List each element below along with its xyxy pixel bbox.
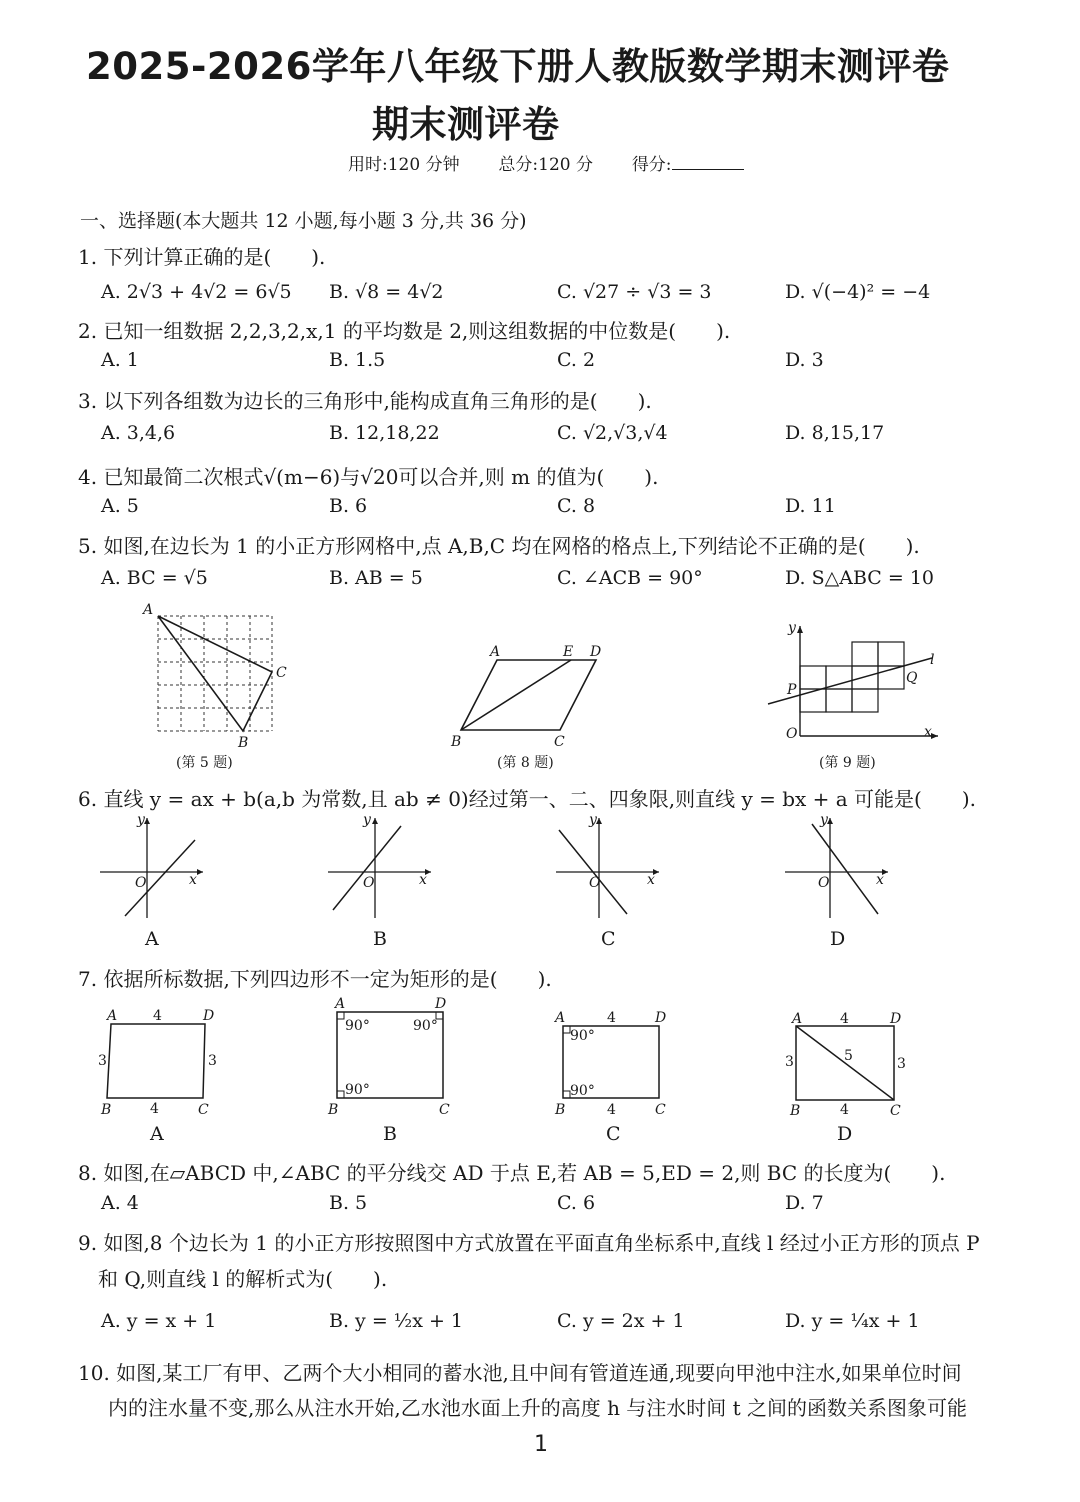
question-4: 4. 已知最简二次根式√(m−6)与√20可以合并,则 m 的值为( ). [78, 465, 659, 489]
q7c-angle-a: 90° [570, 1028, 595, 1044]
q7b-angle-d: 90° [413, 1018, 438, 1034]
q1-option-a[interactable]: A. 2√3 + 4√2 = 6√5 [101, 281, 292, 303]
q7-label-b: B [383, 1123, 397, 1145]
q6c-label-x: x [647, 872, 655, 888]
q7a-label-bottom: 4 [150, 1101, 159, 1117]
q6a-label-x: x [189, 872, 197, 888]
q5-option-a[interactable]: A. BC = √5 [101, 567, 208, 589]
question-6: 6. 直线 y = ax + b(a,b 为常数,且 ab ≠ 0)经过第一、二、四象限,则直线 y = bx + a 可能是( ). [78, 787, 977, 811]
q7b-label-c: C [439, 1102, 450, 1118]
score-label: 得分: [631, 155, 672, 175]
question-5: 5. 如图,在边长为 1 的小正方形网格中,点 A,B,C 均在网格的格点上,下列结论不正确的是( ). [78, 534, 920, 558]
q1-option-c[interactable]: C. √27 ÷ √3 = 3 [557, 281, 712, 303]
figure-5-grid-triangle [140, 600, 300, 750]
question-10-line2: 内的注水量不变,那么从注水开始,乙水池水面上升的高度 h 与注水时间 t 之间的函数关系图象可能 [108, 1396, 968, 1420]
q7d-label-d: D [890, 1011, 902, 1027]
q7b-angle-b: 90° [345, 1082, 370, 1098]
q4-option-d[interactable]: D. 11 [785, 495, 836, 517]
q7-shape-c[interactable] [553, 1004, 683, 1118]
q6d-label-y: y [820, 812, 828, 828]
q2-option-c[interactable]: C. 2 [557, 349, 596, 371]
figure-8-parallelogram [445, 640, 615, 750]
q7c-label-b: B [555, 1102, 566, 1118]
page-number: 1 [534, 1432, 548, 1457]
fig8-label-c: C [554, 734, 565, 750]
question-7: 7. 依据所标数据,下列四边形不一定为矩形的是( ). [78, 967, 552, 991]
q6a-label-y: y [137, 812, 145, 828]
q6a-label-o: O [135, 875, 147, 891]
fig5-label-a: A [143, 602, 154, 618]
fig5-label-b: B [238, 735, 249, 751]
time-info: 用时:120 分钟 [348, 155, 460, 175]
q6-graph-d[interactable] [780, 810, 900, 920]
question-9-line1: 9. 如图,8 个边长为 1 的小正方形按照图中方式放置在平面直角坐标系中,直线 l 经过小正方形的顶点 P [78, 1231, 980, 1255]
q3-option-c[interactable]: C. √2,√3,√4 [557, 422, 668, 444]
q6d-label-x: x [876, 872, 884, 888]
q6-graph-a[interactable] [95, 810, 215, 920]
question-8: 8. 如图,在▱ABCD 中,∠ABC 的平分线交 AD 于点 E,若 AB = 5,ED = 2,则 BC 的长度为( ). [78, 1161, 946, 1185]
q7b-label-d: D [435, 996, 447, 1012]
fig9-label-p: P [787, 682, 797, 698]
q7d-label-a: A [792, 1011, 803, 1027]
q7a-label-d: D [203, 1008, 215, 1024]
q7-shape-b[interactable] [325, 992, 455, 1118]
fig8-label-e: E [563, 644, 574, 660]
q7c-label-bottom: 4 [607, 1102, 616, 1118]
exam-info [348, 150, 744, 175]
q1-option-b[interactable]: B. √8 = 4√2 [329, 281, 444, 303]
q6b-label-o: O [363, 875, 375, 891]
q8-option-d[interactable]: D. 7 [785, 1192, 824, 1214]
q7c-label-d: D [655, 1010, 667, 1026]
q6c-label-y: y [589, 812, 597, 828]
figure-9-squares-axes [760, 618, 950, 748]
q8-option-b[interactable]: B. 5 [329, 1192, 368, 1214]
q4-option-b[interactable]: B. 6 [329, 495, 368, 517]
q7c-angle-b: 90° [570, 1083, 595, 1099]
q7a-label-left: 3 [98, 1053, 107, 1069]
q7-label-a: A [150, 1123, 164, 1145]
question-2: 2. 已知一组数据 2,2,3,2,x,1 的平均数是 2,则这组数据的中位数是( ). [78, 319, 731, 343]
fig9-label-o: O [786, 726, 798, 742]
q5-option-b[interactable]: B. AB = 5 [329, 567, 423, 589]
q1-option-d[interactable]: D. √(−4)² = −4 [785, 281, 931, 303]
fig9-label-x: x [924, 724, 932, 740]
q8-option-c[interactable]: C. 6 [557, 1192, 596, 1214]
figure-8-caption: (第 8 题) [497, 755, 554, 771]
q6-label-c: C [601, 928, 616, 950]
q6-graph-c[interactable] [551, 810, 671, 920]
figure-9-caption: (第 9 题) [819, 755, 876, 771]
q6c-label-o: O [589, 875, 601, 891]
q3-option-a[interactable]: A. 3,4,6 [101, 422, 176, 444]
q7d-label-left: 3 [785, 1054, 794, 1070]
score-blank[interactable] [672, 155, 744, 170]
fig8-label-d: D [590, 644, 602, 660]
q7-shape-a[interactable] [95, 1000, 225, 1120]
fig8-label-a: A [490, 644, 501, 660]
fig5-label-c: C [276, 665, 287, 681]
q2-option-d[interactable]: D. 3 [785, 349, 824, 371]
q7c-label-a: A [555, 1010, 566, 1026]
q7b-label-b: B [328, 1102, 339, 1118]
q7-label-d: D [837, 1123, 853, 1145]
q7d-label-right: 3 [897, 1056, 906, 1072]
q7a-label-a: A [107, 1008, 118, 1024]
q6b-label-x: x [419, 872, 427, 888]
q7d-label-bottom: 4 [840, 1102, 849, 1118]
q7b-label-a: A [335, 996, 346, 1012]
q6-label-b: B [373, 928, 387, 950]
q7a-label-right: 3 [208, 1053, 217, 1069]
q6-graph-b[interactable] [323, 810, 443, 920]
q7c-label-top: 4 [607, 1010, 616, 1026]
q7d-label-top: 4 [840, 1011, 849, 1027]
q6-label-a: A [145, 928, 159, 950]
q9-option-d[interactable]: D. y = ¼x + 1 [785, 1310, 920, 1332]
q6d-label-o: O [818, 875, 830, 891]
page-subtitle: 期末测评卷 [372, 103, 560, 146]
fig9-label-l: l [930, 652, 935, 668]
q4-option-a[interactable]: A. 5 [101, 495, 139, 517]
q9-option-b[interactable]: B. y = ½x + 1 [329, 1310, 463, 1332]
total-info: 总分:120 分 [498, 155, 593, 175]
q7c-label-c: C [655, 1102, 666, 1118]
question-10-line1: 10. 如图,某工厂有甲、乙两个大小相同的蓄水池,且中间有管道连通,现要向甲池中注水,如果单位时间 [78, 1361, 962, 1385]
q7a-label-b: B [101, 1102, 112, 1118]
question-3: 3. 以下列各组数为边长的三角形中,能构成直角三角形的是( ). [78, 389, 652, 413]
q5-option-c[interactable]: C. ∠ACB = 90° [557, 567, 703, 589]
q5-option-d[interactable]: D. S△ABC = 10 [785, 567, 935, 589]
q7b-angle-a: 90° [345, 1018, 370, 1034]
q8-option-a[interactable]: A. 4 [101, 1192, 139, 1214]
q7a-label-top: 4 [153, 1008, 162, 1024]
fig9-label-q: Q [906, 670, 918, 686]
q2-option-a[interactable]: A. 1 [101, 349, 139, 371]
q9-option-c[interactable]: C. y = 2x + 1 [557, 1310, 685, 1332]
section-heading: 一、选择题(本大题共 12 小题,每小题 3 分,共 36 分) [80, 210, 527, 232]
fig9-label-y: y [788, 620, 796, 636]
fig8-label-b: B [451, 734, 462, 750]
page-title: 2025-2026学年八年级下册人教版数学期末测评卷 [86, 45, 950, 88]
question-9-line2: 和 Q,则直线 l 的解析式为( ). [98, 1267, 388, 1291]
question-1: 1. 下列计算正确的是( ). [78, 245, 326, 269]
q7-label-c: C [606, 1123, 621, 1145]
q9-option-a[interactable]: A. y = x + 1 [101, 1310, 217, 1332]
q7a-label-c: C [198, 1102, 209, 1118]
q6-label-d: D [830, 928, 846, 950]
q6b-label-y: y [363, 812, 371, 828]
q2-option-b[interactable]: B. 1.5 [329, 349, 386, 371]
figure-5-caption: (第 5 题) [176, 755, 233, 771]
q7-shape-d[interactable] [782, 1004, 912, 1118]
q4-option-c[interactable]: C. 8 [557, 495, 596, 517]
q3-option-d[interactable]: D. 8,15,17 [785, 422, 885, 444]
q7d-label-diagonal: 5 [844, 1048, 853, 1064]
q7d-label-c: C [890, 1103, 901, 1119]
q7d-label-b: B [790, 1103, 801, 1119]
q3-option-b[interactable]: B. 12,18,22 [329, 422, 440, 444]
